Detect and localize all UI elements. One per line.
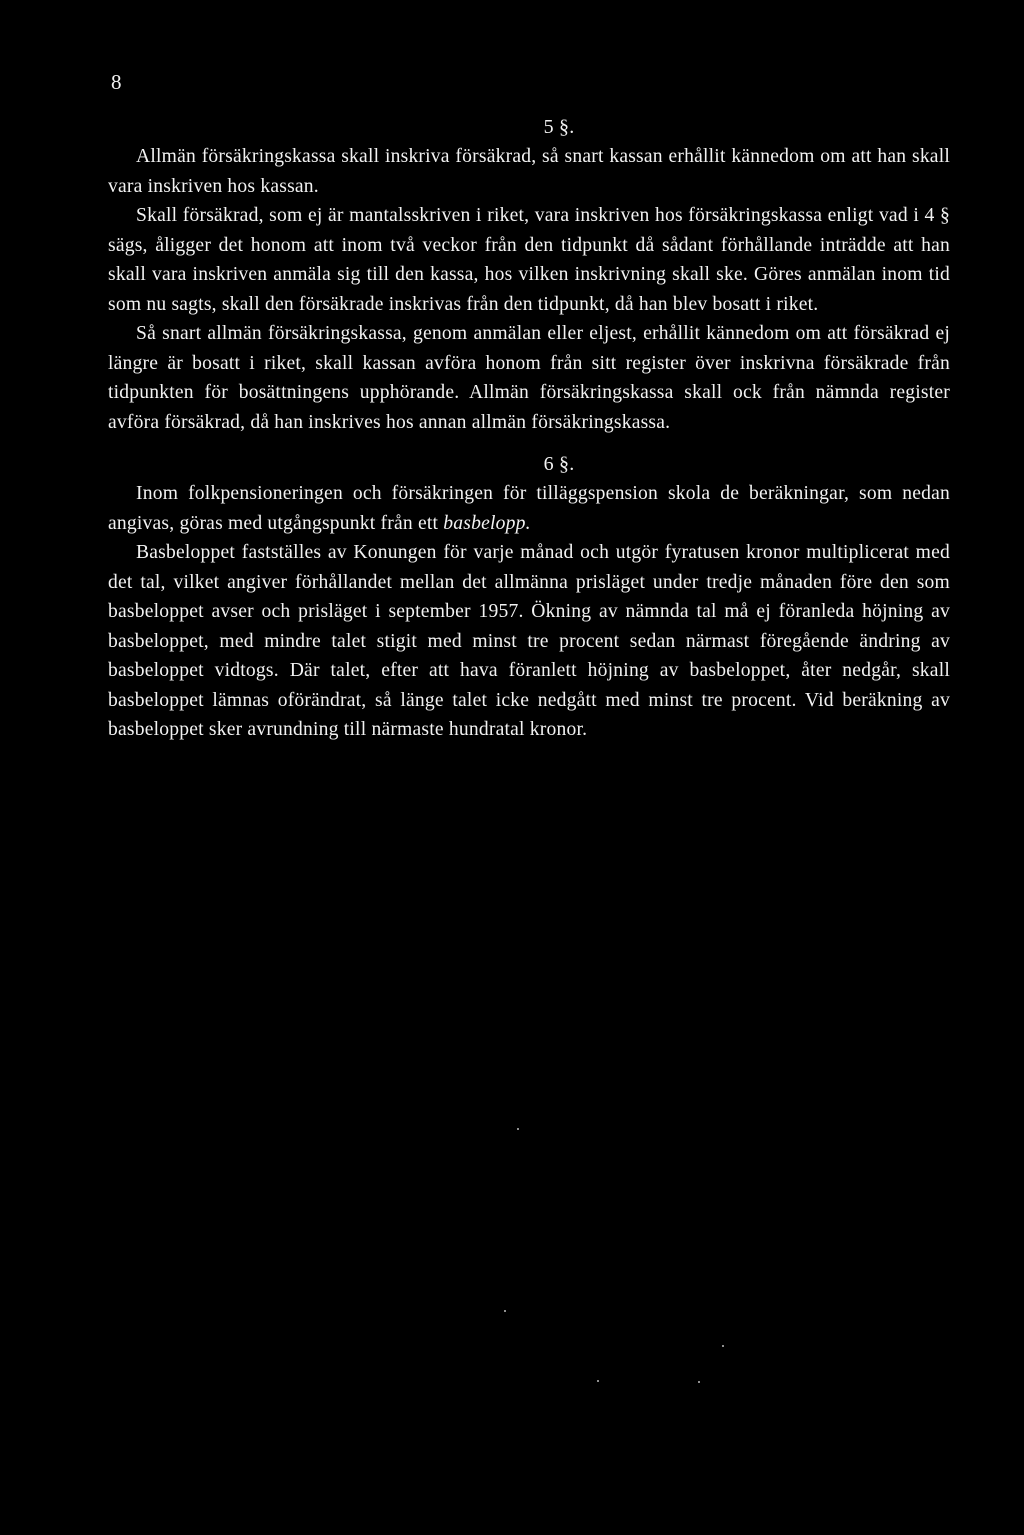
section-5-paragraph-2: Skall försäkrad, som ej är mantalsskriven i riket, vara inskriven hos försäkringskassa enligt vad i 4 § sägs, åligger det honom att inom två veckor från den tidpunkt då sådant förhållande inträdde att han skall vara inskriven anmäla sig till den kassa, hos vilken inskrivning skall ske. Göres anmälan inom tid som nu sagts, skall den försäkrade inskrivas från den tidpunkt, då han blev bosatt i riket. xyxy=(108,205,950,315)
section-gap xyxy=(108,437,950,449)
section-5-paragraph-3: Så snart allmän försäkringskassa, genom anmälan eller eljest, erhållit kännedom om att försäkrad ej längre är bosatt i riket, skall kassan avföra honom från sitt register över inskrivna försäkrade från tidpunkten för bosättningens upphörande. Allmän försäkringskassa skall ock från nämnda register avföra försäkrad, då han inskrives hos annan allmän försäkringskassa. xyxy=(108,323,950,433)
section-6-paragraph-1 xyxy=(108,479,950,538)
scan-speck xyxy=(597,1380,599,1382)
scan-speck xyxy=(722,1345,724,1347)
scan-speck xyxy=(517,1128,519,1130)
section-6-paragraph-1-emphasis: basbelopp. xyxy=(443,512,531,534)
section-5 xyxy=(108,112,950,437)
section-6-paragraph-2: Basbeloppet fastställes av Konungen för varje månad och utgör fyratusen kronor multiplicerat med det tal, vilket angiver förhållandet mellan det allmänna prisläget under tredje månaden före den som basbeloppet avser och prisläget i september 1957. Ökning av nämnda tal må ej föranleda höjning av basbeloppet, med mindre talet stigit med minst tre procent sedan närmast föregående ändring av basbeloppet vidtogs. Där talet, efter att hava föranlett höjning av basbeloppet, åter nedgår, skall basbeloppet lämnas oförändrat, så länge talet icke nedgått med minst tre procent. Vid beräkning av basbeloppet sker avrundning till närmaste hundratal kronor. xyxy=(108,542,950,740)
section-6-paragraph-1-text: Inom folkpensioneringen och försäkringen för tilläggspension skola de beräkningar, som nedan angivas, göras med utgångspunkt från ett xyxy=(108,483,950,534)
document-body xyxy=(108,112,950,745)
section-heading-5: 5 §. xyxy=(543,116,575,138)
section-heading-6: 6 §. xyxy=(543,453,575,475)
scan-speck xyxy=(698,1381,700,1383)
scan-speck xyxy=(504,1310,506,1312)
section-5-paragraph-1: Allmän försäkringskassa skall inskriva försäkrad, så snart kassan erhållit kännedom om att han skall vara inskriven hos kassan. xyxy=(108,146,950,197)
section-6 xyxy=(108,449,950,745)
page-number: 8 xyxy=(111,70,122,94)
